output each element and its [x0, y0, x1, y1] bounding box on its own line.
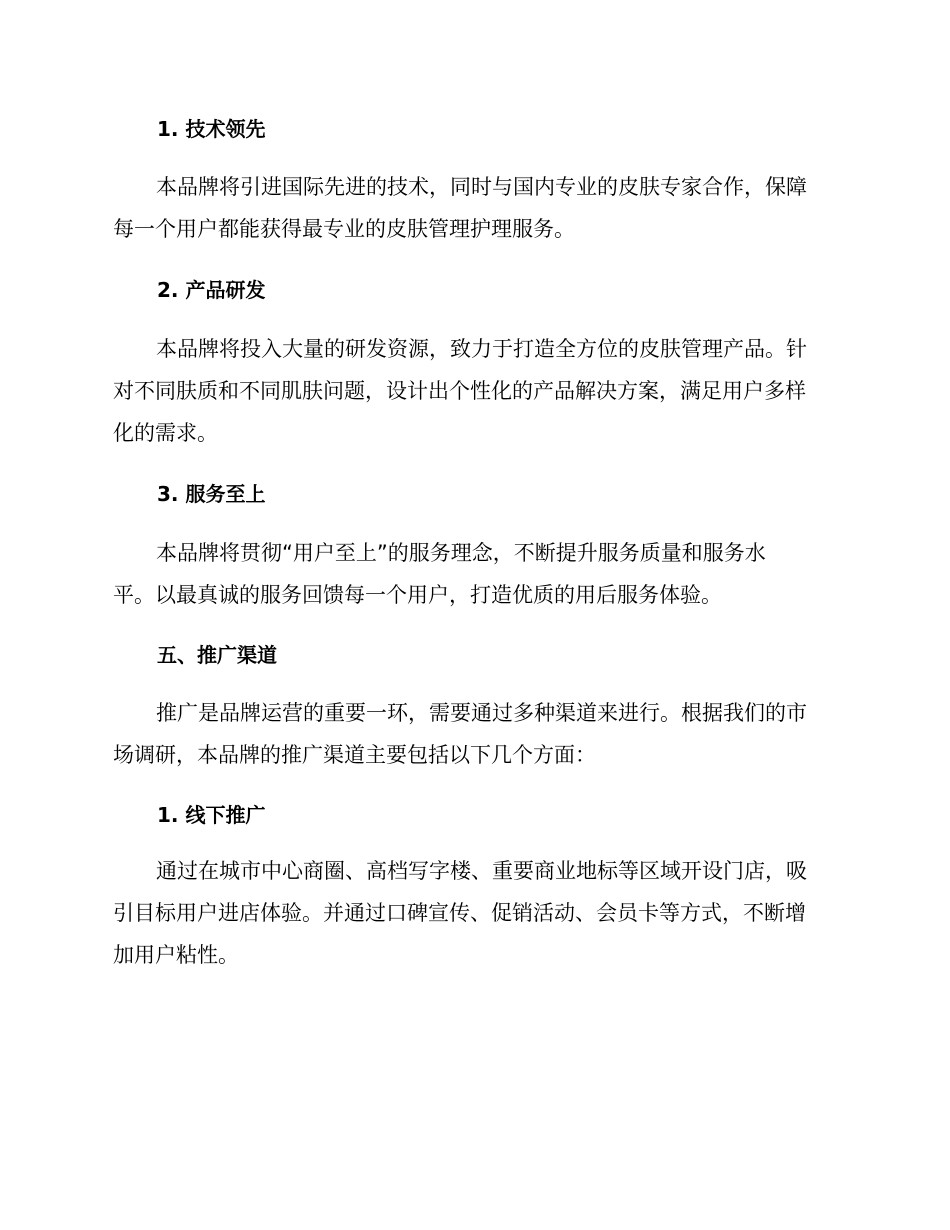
section-heading-tech-lead: 1. 技术领先: [157, 117, 266, 141]
paragraph-product-rd: [113, 328, 833, 454]
paragraph-line: 化的需求。: [113, 421, 218, 445]
paragraph-line: 场调研，本品牌的推广渠道主要包括以下几个方面：: [113, 743, 596, 767]
paragraph-line: 引目标用户进店体验。并通过口碑宣传、促销活动、会员卡等方式，不断增: [113, 901, 806, 925]
paragraph-line: 本品牌将贯彻“用户至上”的服务理念，不断提升服务质量和服务水: [156, 541, 766, 565]
paragraph-tech-lead: [113, 166, 833, 250]
section-heading-service-first: 3. 服务至上: [157, 482, 266, 506]
section-heading-promotion-channels: 五、推广渠道: [157, 643, 277, 667]
paragraph-line: 加用户粘性。: [113, 943, 239, 967]
paragraph-line: 每一个用户都能获得最专业的皮肤管理护理服务。: [113, 217, 575, 241]
paragraph-line: 平。以最真诚的服务回馈每一个用户，打造优质的用后服务体验。: [113, 583, 722, 607]
paragraph-promotion-channels: [113, 692, 833, 776]
paragraph-line: 对不同肤质和不同肌肤问题，设计出个性化的产品解决方案，满足用户多样: [113, 379, 806, 403]
paragraph-line: 推广是品牌运营的重要一环，需要通过多种渠道来进行。根据我们的市: [156, 701, 807, 725]
paragraph-line: 通过在城市中心商圈、高档写字楼、重要商业地标等区域开设门店，吸: [156, 859, 807, 883]
section-heading-offline-promotion: 1. 线下推广: [157, 803, 266, 827]
paragraph-service-first: [113, 532, 833, 616]
section-heading-product-rd: 2. 产品研发: [157, 278, 266, 302]
paragraph-line: 本品牌将引进国际先进的技术，同时与国内专业的皮肤专家合作，保障: [156, 175, 807, 199]
paragraph-line: 本品牌将投入大量的研发资源，致力于打造全方位的皮肤管理产品。针: [156, 337, 807, 361]
paragraph-offline-promotion: [113, 850, 833, 976]
